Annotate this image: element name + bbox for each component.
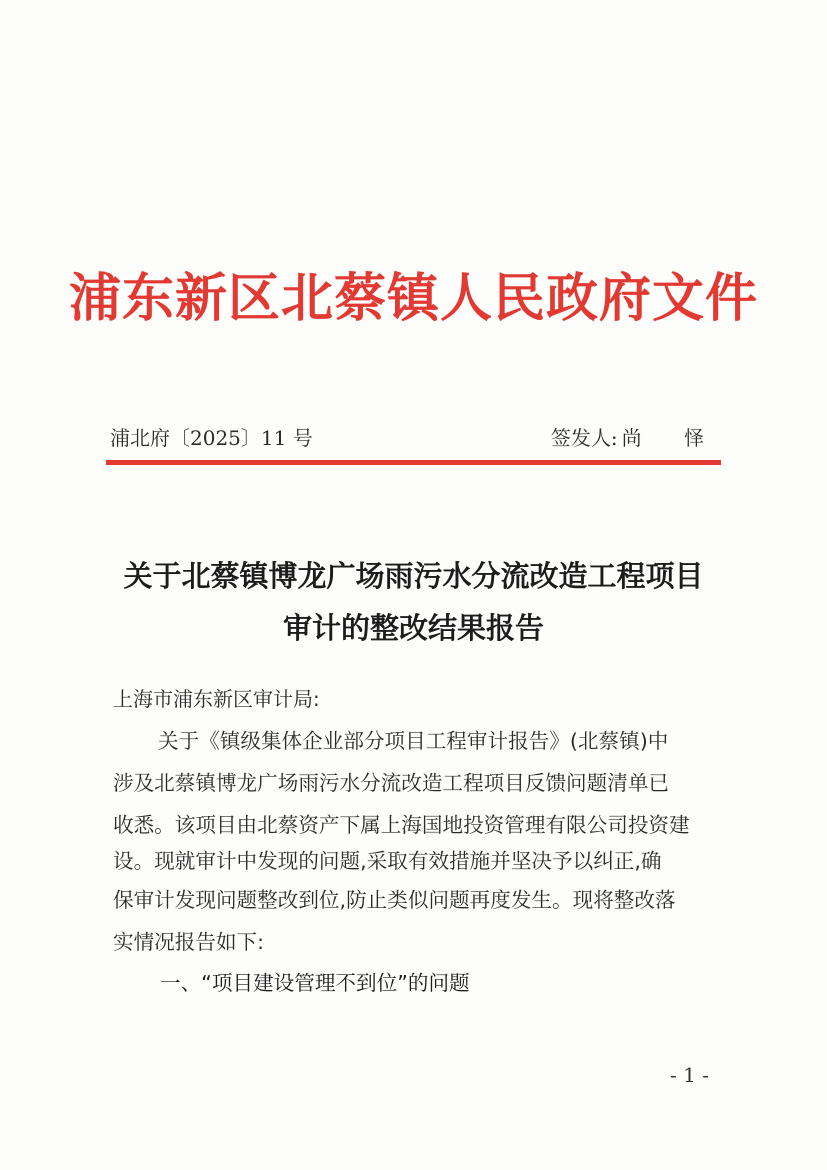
signer-label: 签发人: bbox=[550, 426, 618, 450]
recipient: 上海市浦东新区审计局: bbox=[113, 687, 320, 711]
body-paragraph-line: 关于《镇级集体企业部分项目工程审计报告》(北蔡镇)中 bbox=[158, 729, 669, 753]
body-paragraph-line: 收悉。该项目由北蔡资产下属上海国地投资管理有限公司投资建 bbox=[113, 813, 690, 837]
body-paragraph-line: 设。现就审计中发现的问题,采取有效措施并坚决予以纠正,确 bbox=[113, 849, 662, 873]
body-paragraph-line: 实情况报告如下: bbox=[113, 930, 265, 954]
signer-name: 尚 怿 bbox=[621, 426, 722, 450]
body-paragraph-line: 涉及北蔡镇博龙广场雨污水分流改造工程项目反馈问题清单已 bbox=[113, 771, 670, 795]
issuer-title: 浦东新区北蔡镇人民政府文件 bbox=[68, 268, 758, 329]
body-paragraph-line: 保审计发现问题整改到位,防止类似问题再度发生。现将整改落 bbox=[113, 888, 676, 912]
section-heading: 一、“项目建设管理不到位”的问题 bbox=[160, 971, 470, 995]
document-number: 浦北府〔2025〕11 号 bbox=[110, 426, 313, 450]
page-number: - 1 - bbox=[670, 1063, 709, 1087]
red-divider-rule bbox=[106, 460, 721, 465]
signer bbox=[551, 424, 722, 452]
report-title-line-1: 关于北蔡镇博龙广场雨污水分流改造工程项目 bbox=[123, 559, 704, 593]
report-title-line-2: 审计的整改结果报告 bbox=[282, 611, 544, 645]
